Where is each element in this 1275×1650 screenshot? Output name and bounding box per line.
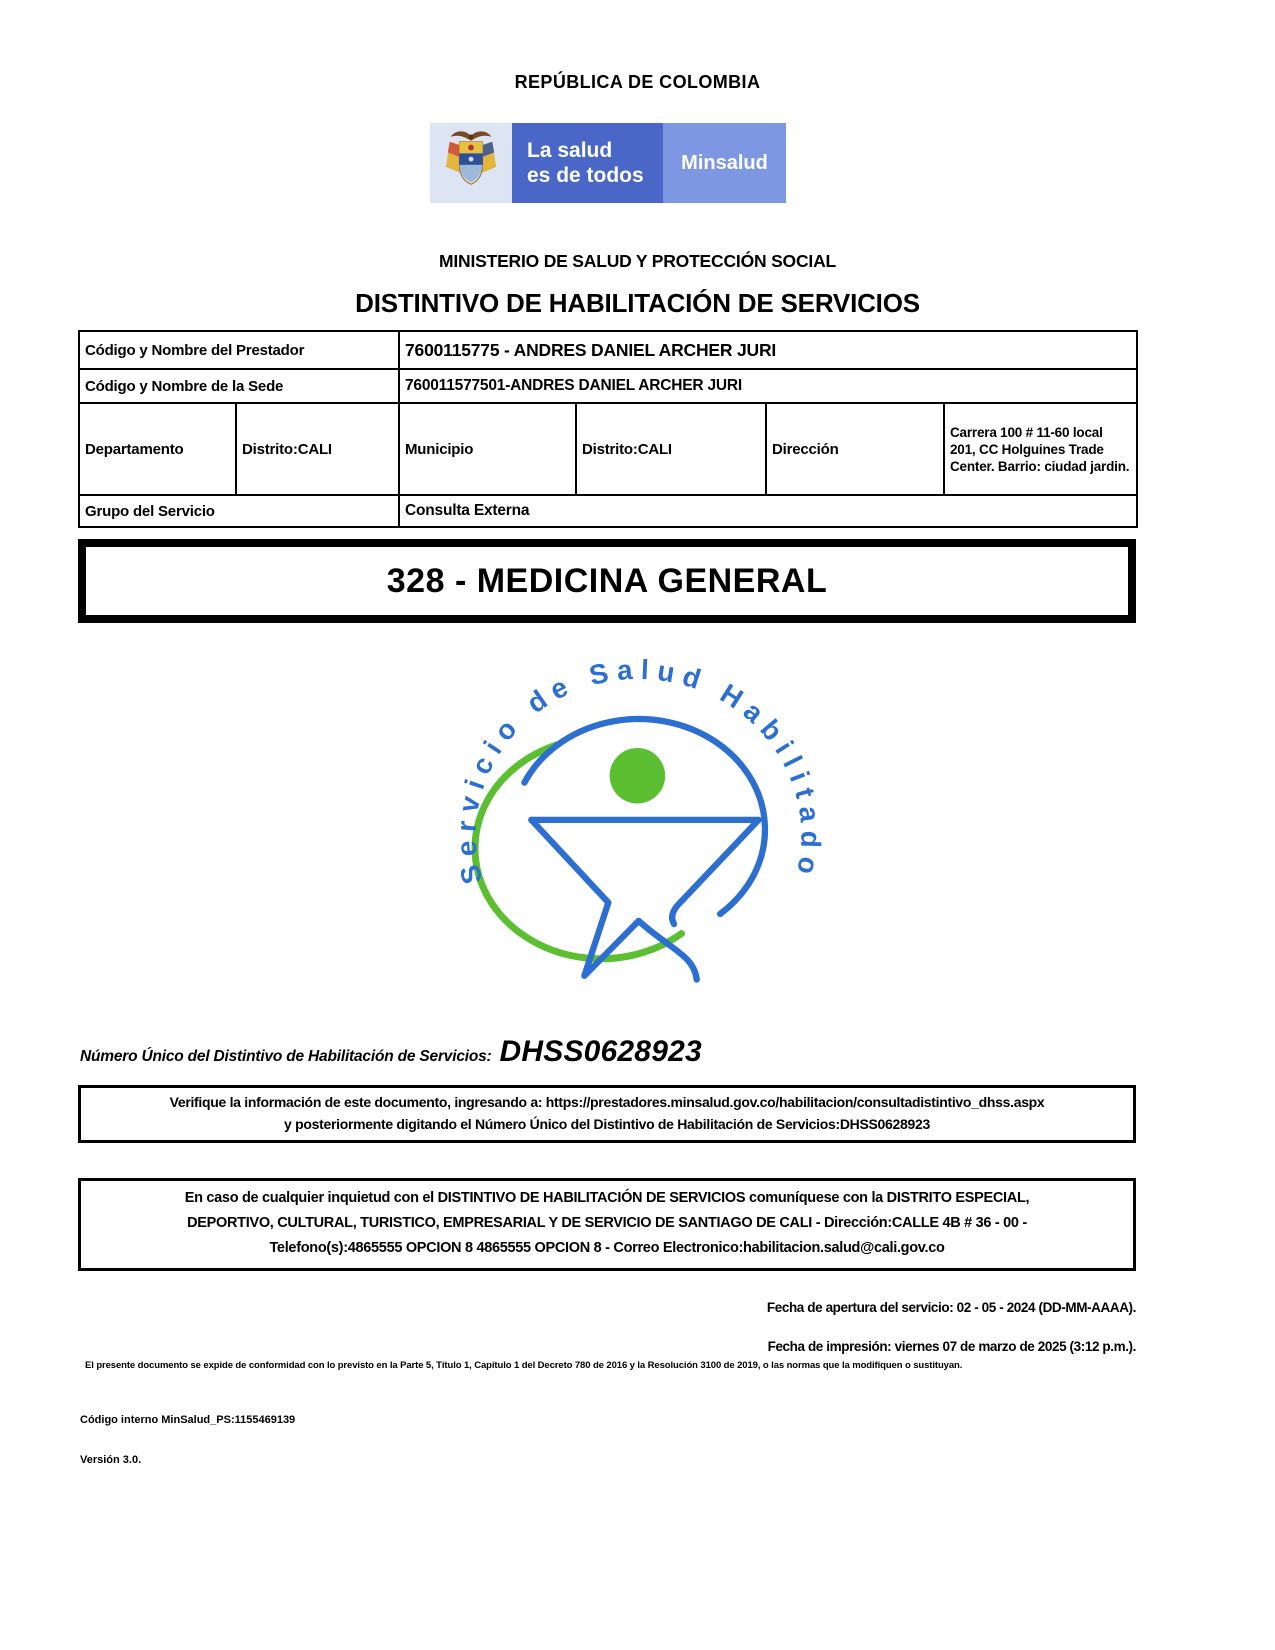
service-code-box bbox=[78, 539, 1136, 623]
legal-notice: El presente documento se expide de conformidad con lo previsto en la Parte 5, Título 1, Capítulo 1 del Decreto 780 de 2016 y la Resolución 3100 de 2019, o las normas que la modifiquen o sustituyan. bbox=[85, 1360, 963, 1371]
logo-tagline-line1: La salud bbox=[527, 139, 613, 162]
contact-line-3: Telefono(s):4865555 OPCION 8 4865555 OPCION 8 - Correo Electronico:habilitacion.salud@cali.gov.co bbox=[269, 1240, 945, 1256]
logo-brand: Minsalud bbox=[663, 123, 786, 203]
seal-arc-text: Servicio de Salud Habilitado bbox=[450, 653, 827, 888]
unique-number-line bbox=[80, 1035, 702, 1069]
direccion-value: Carrera 100 # 11-60 local 201, CC Holguines Trade Center. Barrio: ciudad jardin. bbox=[944, 403, 1137, 495]
habilitado-seal-icon bbox=[443, 640, 828, 984]
contact-line-1: En caso de cualquier inquietud con el DISTINTIVO DE HABILITACIÓN DE SERVICIOS comuníquese con la DISTRITO ESPECIAL, bbox=[184, 1190, 1030, 1206]
direccion-label: Dirección bbox=[766, 403, 944, 495]
table-row-sede bbox=[79, 369, 1137, 403]
verification-line-2: y posteriormente digitando el Número Único del Distintivo de Habilitación de Servicios:DHSS0628923 bbox=[284, 1116, 930, 1132]
table-row-prestador bbox=[79, 331, 1137, 369]
seal-blue-arc bbox=[524, 719, 765, 914]
verification-box bbox=[78, 1085, 1136, 1143]
service-opening-date: Fecha de apertura del servicio: 02 - 05 - 2024 (DD-MM-AAAA). bbox=[766, 1300, 1136, 1315]
municipio-value: Distrito:CALI bbox=[576, 403, 766, 495]
unique-number-value: DHSS0628923 bbox=[499, 1035, 702, 1068]
minsalud-logo bbox=[430, 123, 786, 203]
print-date: Fecha de impresión: viernes 07 de marzo de 2025 (3:12 p.m.). bbox=[767, 1339, 1136, 1354]
table-row-location bbox=[79, 403, 1137, 495]
ministry-heading: MINISTERIO DE SALUD Y PROTECCIÓN SOCIAL bbox=[438, 251, 836, 271]
table-row-grupo bbox=[79, 495, 1137, 527]
verification-line-1: Verifique la información de este documento, ingresando a: https://prestadores.minsalud.gov.co/habilitacion/consultadistintivo_dhss.aspx bbox=[169, 1094, 1045, 1110]
logo-coat-of-arms-panel bbox=[430, 123, 512, 203]
prestador-value: 7600115775 - ANDRES DANIEL ARCHER JURI bbox=[399, 331, 1137, 369]
colombia-coat-of-arms-icon bbox=[442, 128, 500, 198]
logo-tagline-line2: es de todos bbox=[527, 164, 644, 187]
provider-info-table bbox=[78, 330, 1138, 528]
grupo-value: Consulta Externa bbox=[399, 495, 1137, 527]
prestador-label: Código y Nombre del Prestador bbox=[79, 331, 399, 369]
sede-label: Código y Nombre de la Sede bbox=[79, 369, 399, 403]
document-version: Versión 3.0. bbox=[80, 1454, 142, 1466]
contact-line-2: DEPORTIVO, CULTURAL, TURISTICO, EMPRESARIAL Y DE SERVICIO DE SANTIAGO DE CALI - Dirección:CALLE 4B # 36 - 00 - bbox=[187, 1215, 1027, 1231]
municipio-label: Municipio bbox=[399, 403, 576, 495]
seal-person-head bbox=[610, 748, 666, 804]
grupo-label: Grupo del Servicio bbox=[79, 495, 399, 527]
internal-code: Código interno MinSalud_PS:1155469139 bbox=[80, 1414, 296, 1426]
contact-box bbox=[78, 1178, 1136, 1271]
unique-number-label: Número Único del Distintivo de Habilitación de Servicios: bbox=[80, 1048, 492, 1065]
sede-value: 760011577501-ANDRES DANIEL ARCHER JURI bbox=[399, 369, 1137, 403]
document-title: DISTINTIVO DE HABILITACIÓN DE SERVICIOS bbox=[355, 288, 920, 318]
departamento-label: Departamento bbox=[79, 403, 236, 495]
service-code-label: 328 - MEDICINA GENERAL bbox=[386, 561, 828, 600]
departamento-value: Distrito:CALI bbox=[236, 403, 399, 495]
republic-heading: REPÚBLICA DE COLOMBIA bbox=[514, 72, 761, 92]
logo-tagline bbox=[512, 123, 663, 203]
